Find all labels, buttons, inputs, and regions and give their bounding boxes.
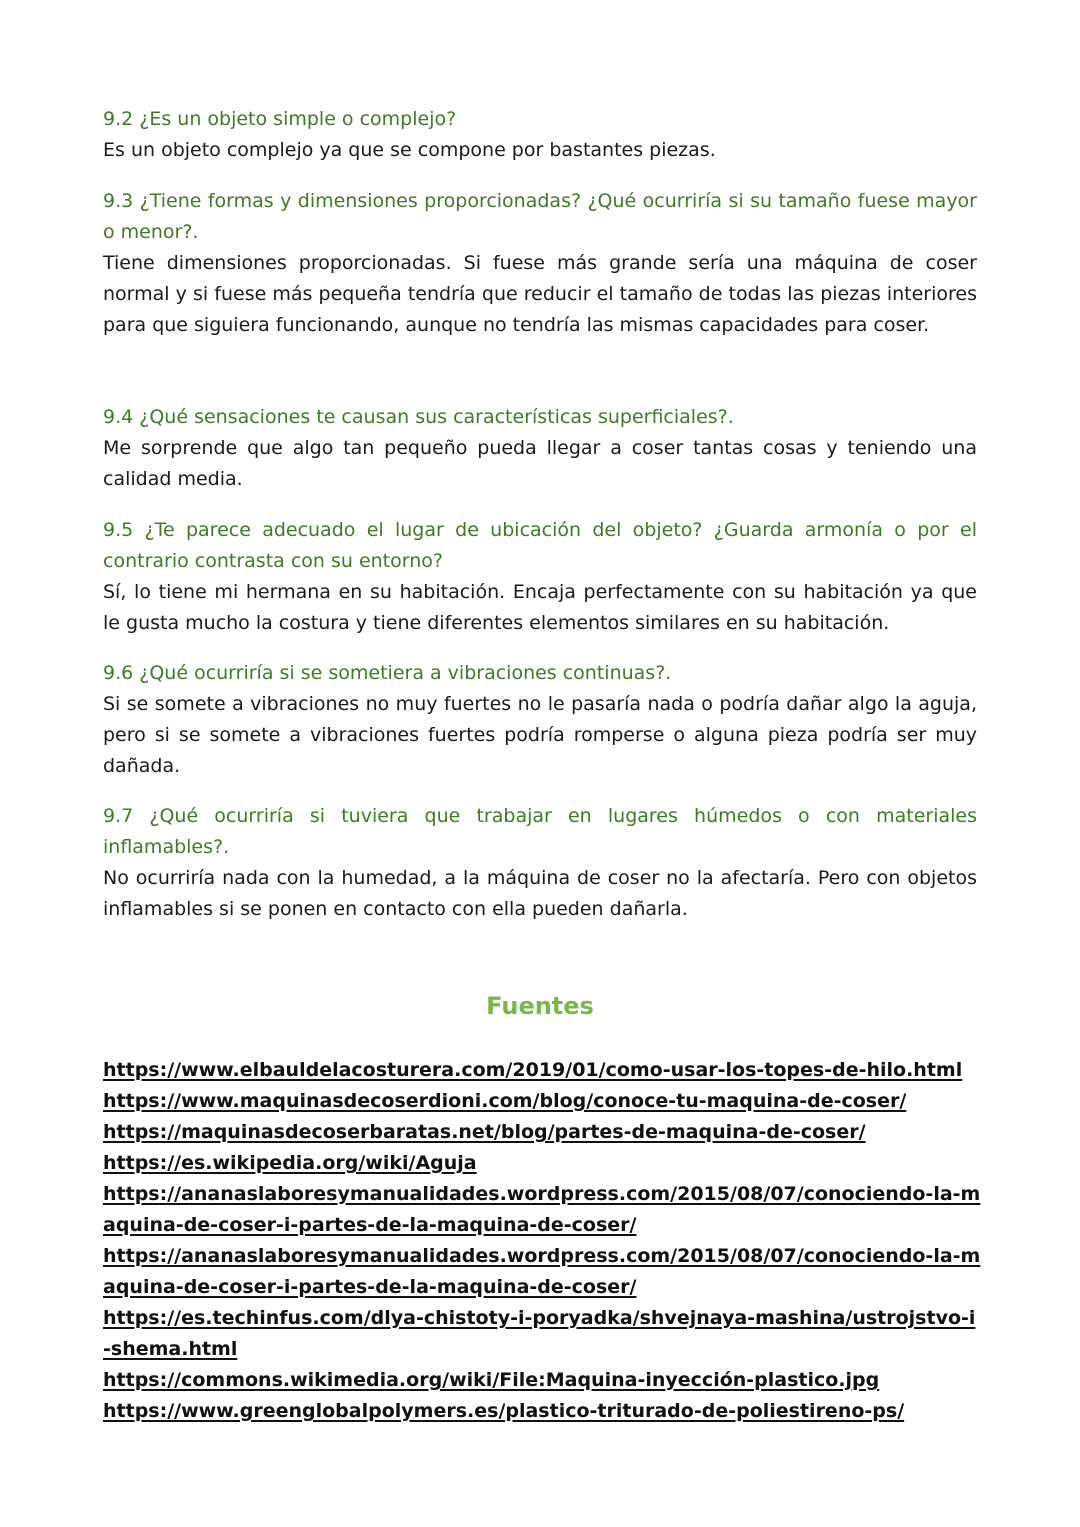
sources-heading: Fuentes <box>486 992 594 1020</box>
source-link[interactable]: https://www.maquinasdecoserdioni.com/blog/conoce-tu-maquina-de-coser/ <box>103 1090 907 1112</box>
answer-9-3: Tiene dimensiones proporcionadas. Si fuese más grande sería una máquina de coser normal y si fuese más pequeña tendría que reducir el tamaño de todas las piezas interiores para que siguiera funcionando, aunque no tendría las mismas capacidades para coser. <box>103 252 977 336</box>
source-item <box>103 1086 983 1117</box>
source-link[interactable]: https://maquinasdecoserbaratas.net/blog/partes-de-maquina-de-coser/ <box>103 1121 866 1143</box>
answer-9-7: No ocurriría nada con la humedad, a la máquina de coser no la afectaría. Pero con objetos inflamables si se ponen en contacto con ella pueden dañarla. <box>103 867 977 920</box>
question-9-4: 9.4 ¿Qué sensaciones te causan sus características superficiales?. <box>103 406 734 428</box>
source-item <box>103 1117 983 1148</box>
source-item <box>103 1179 983 1241</box>
source-link[interactable]: https://www.elbauldelacosturera.com/2019/01/como-usar-los-topes-de-hilo.html <box>103 1059 963 1081</box>
source-link[interactable]: https://ananaslaboresymanualidades.wordpress.com/2015/08/07/conociendo-la-maquina-de-coser-i-partes-de-la-maquina-de-coser/ <box>103 1183 981 1236</box>
answer-9-5: Sí, lo tiene mi hermana en su habitación. Encaja perfectamente con su habitación ya que le gusta mucho la costura y tiene diferentes elementos similares en su habitación. <box>103 581 977 634</box>
answer-9-2: Es un objeto complejo ya que se compone por bastantes piezas. <box>103 139 716 161</box>
source-link[interactable]: https://es.techinfus.com/dlya-chistoty-i-poryadka/shvejnaya-mashina/ustrojstvo-i-shema.html <box>103 1307 976 1360</box>
question-9-2: 9.2 ¿Es un objeto simple o complejo? <box>103 108 457 130</box>
source-item <box>103 1303 983 1365</box>
source-link[interactable]: https://commons.wikimedia.org/wiki/File:Maquina-inyección-plastico.jpg <box>103 1369 880 1391</box>
section-9-7 <box>103 801 977 925</box>
source-link[interactable]: https://www.greenglobalpolymers.es/plastico-triturado-de-poliestireno-ps/ <box>103 1400 905 1422</box>
section-9-3 <box>103 186 977 341</box>
question-9-7: 9.7 ¿Qué ocurriría si tuviera que trabajar en lugares húmedos o con materiales inflamables?. <box>103 805 977 858</box>
answer-9-4: Me sorprende que algo tan pequeño pueda llegar a coser tantas cosas y teniendo una calidad media. <box>103 437 977 490</box>
question-9-3: 9.3 ¿Tiene formas y dimensiones proporcionadas? ¿Qué ocurriría si su tamaño fuese mayor o menor?. <box>103 190 977 243</box>
section-9-6 <box>103 658 977 782</box>
section-9-5 <box>103 515 977 639</box>
question-9-5: 9.5 ¿Te parece adecuado el lugar de ubicación del objeto? ¿Guarda armonía o por el contrario contrasta con su entorno? <box>103 519 977 572</box>
section-9-2 <box>103 104 977 166</box>
source-link[interactable]: https://ananaslaboresymanualidades.wordpress.com/2015/08/07/conociendo-la-maquina-de-coser-i-partes-de-la-maquina-de-coser/ <box>103 1245 981 1298</box>
source-link[interactable]: https://es.wikipedia.org/wiki/Aguja <box>103 1152 477 1174</box>
question-9-6: 9.6 ¿Qué ocurriría si se sometiera a vibraciones continuas?. <box>103 662 672 684</box>
source-item <box>103 1396 983 1427</box>
source-item <box>103 1148 983 1179</box>
section-9-4 <box>103 402 977 495</box>
source-item <box>103 1241 983 1303</box>
source-item <box>103 1365 983 1396</box>
answer-9-6: Si se somete a vibraciones no muy fuertes no le pasaría nada o podría dañar algo la aguja, pero si se somete a vibraciones fuertes podría romperse o alguna pieza podría ser muy dañada. <box>103 693 977 777</box>
sources-list <box>103 1055 983 1427</box>
source-item <box>103 1055 983 1086</box>
